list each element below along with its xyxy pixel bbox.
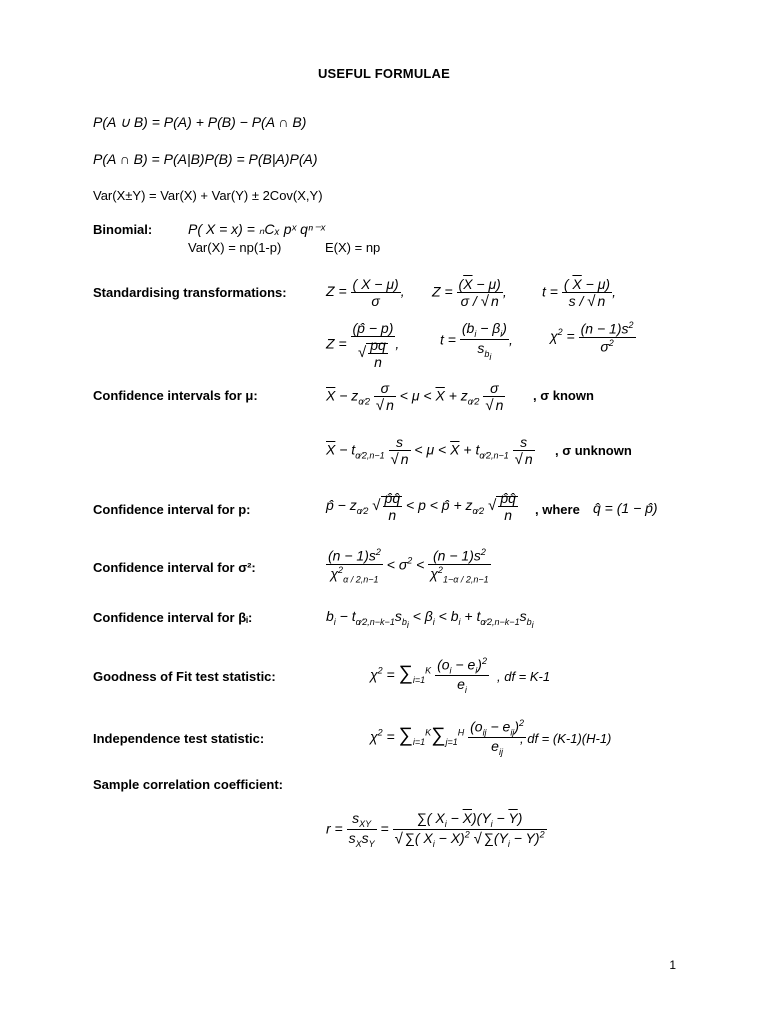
binomial-variance: Var(X) = np(1-p): [188, 240, 282, 255]
binomial-pmf: P( X = x) = ₙCₓ pˣ qⁿ⁻ˣ: [188, 221, 326, 237]
ci-p-formula: p̂ − $z_{\alpha⁄2}$ √ $\frac{p̂q̂}{n}$ < p < p̂ + $z_{\alpha⁄2}$ √ $\frac{p̂q̂}{n}$: [326, 490, 516, 523]
ci-p-where: , where: [535, 502, 580, 517]
chi-square-variance-formula: $\chi^2$ = $\frac{(n - 1)s^2}{\sigma^2}$: [550, 320, 634, 355]
independence-df: , df = (K-1)(H-1): [520, 731, 612, 746]
correlation-formula: r = $\frac{s_{XY}}{s_Xs_Y}$ = $\frac{\sum( X_i - \overline{X})(Y_i - \overline{Y})}{√ \sum( X_i - \overline{X})^2 √ \sum(Y_i - \overline{Y})^2}$: [326, 810, 545, 850]
ci-mu-label: Confidence intervals for μ:: [93, 388, 258, 403]
gof-df: , df = K-1: [497, 669, 551, 684]
independence-label: Independence test statistic:: [93, 731, 265, 746]
ci-mu-known-note: , σ known: [533, 388, 594, 403]
q-hat-definition: q̂ = (1 − p̂): [593, 500, 658, 516]
page-number: 1: [669, 958, 676, 972]
t-transform-formula: t = $\frac{( \overline{X} - \mu)}{s / √ n}$ ,: [542, 276, 616, 310]
ci-p-label: Confidence interval for p:: [93, 502, 251, 517]
standardising-label: Standardising transformations:: [93, 285, 287, 300]
variance-sum-formula: Var(X±Y) = Var(X) + Var(Y) ± 2Cov(X,Y): [93, 188, 323, 203]
ci-sigma2-formula: $\frac{(n - 1)s^2}{\chi^2_{\alpha / 2,n-1}}$ < $\sigma^2$ < $\frac{(n - 1)s^2}{\chi^2_{1-\alpha / 2,n-1}}$: [328, 547, 489, 585]
binomial-mean: E(X) = np: [325, 240, 381, 255]
z-transform-formula: Z = $\frac{( X - \mu)}{\sigma}$ ,: [326, 276, 405, 309]
ci-beta-formula: $b_i - t_{\alpha⁄2,n-k-1}s_{b_i} < \beta_i < b_i + t_{\alpha⁄2,n-k-1}s_{b_i}$: [326, 608, 534, 630]
ci-mu-unknown-note: , σ unknown: [555, 443, 632, 458]
ci-sigma2-label: Confidence interval for σ²:: [93, 560, 256, 575]
intersection-formula: P(A ∩ B) = P(A|B)P(B) = P(B|A)P(A): [93, 151, 318, 167]
gof-formula: $\chi^2 = \sum_{i=1}^K$ $\frac{(o_i - e_i)^2}{e_i}$: [370, 656, 487, 696]
t-coefficient-formula: t = $\frac{(b_i - \beta_i)}{s_{b_i}}$ ,: [440, 320, 513, 362]
correlation-label: Sample correlation coefficient:: [93, 777, 283, 792]
gof-label: Goodness of Fit test statistic:: [93, 669, 276, 684]
ci-mu-unknown-formula: $\overline{X} - t_{\alpha⁄2,n-1}$ $\frac{s}{√ n}$ < $\mu < \overline{X} + t_{\alpha⁄2,n-1}$ $\frac{s}{√ n}$: [326, 434, 533, 468]
ci-beta-label: Confidence interval for βᵢ:: [93, 610, 253, 625]
independence-formula: $\chi^2 = \sum_{i=1}^K\sum_{j=1}^H$ $\frac{(o_{ij} - e_{ij})^2}{e_{ij}}$: [370, 718, 524, 758]
page-title: USEFUL FORMULAE: [317, 66, 451, 81]
z-proportion-formula: Z = (p̂ − p) √ $\frac{pq}{n}$ ,: [326, 320, 400, 370]
union-formula: P(A ∪ B) = P(A) + P(B) − P(A ∩ B): [93, 114, 307, 130]
ci-mu-known-formula: $\overline{X} - z_{\alpha⁄2}$ $\frac{\sigma}{√ n}$ < $\mu < \overline{X} + z_{\alpha⁄2}$ $\frac{\sigma}{√ n}$: [326, 380, 504, 414]
binomial-label: Binomial:: [93, 222, 153, 237]
z-mean-transform-formula: Z = $\frac{(\overline{X} - \mu)}{\sigma / √ n}$ ,: [432, 276, 507, 310]
